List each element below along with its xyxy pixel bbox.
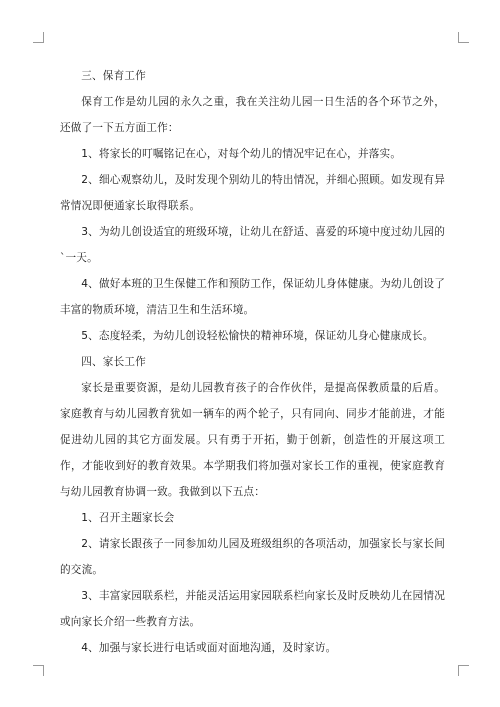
paragraph-childcare-intro: 保育工作是幼儿园的永久之重，我在关注幼儿园一日生活的各个环节之外，还做了一下五方面工作： [60, 96, 445, 134]
section-heading-parents: 四、家长工作 [81, 356, 146, 368]
list-item-parents-4: 4、加强与家长进行电话或面对面地沟通，及时家访。 [81, 642, 337, 654]
crop-mark-top-left [33, 32, 44, 43]
list-item-parents-2: 2、请家长跟孩子一同参加幼儿园及班级组织的各项活动，加强家长与家长间的交流。 [60, 538, 445, 576]
list-item-childcare-5: 5、态度轻柔，为幼儿创设轻松愉快的精神环境，保证幼儿身心健康成长。 [81, 330, 434, 342]
list-item-parents-1: 1、召开主题家长会 [81, 512, 175, 524]
list-item-childcare-2: 2、细心观察幼儿，及时发现个别幼儿的特出情况，并细心照顾。如发现有异常情况即便通家长取得联系。 [60, 174, 445, 212]
crop-mark-top-right [458, 32, 469, 43]
paragraph-parents-intro: 家长是重要资源，是幼儿园教育孩子的合作伙伴，是提高保教质量的后盾。家庭教育与幼儿园教育犹如一辆车的两个轮子，只有同向、同步才能前进，才能促进幼儿园的其它方面发展。只有勇于开拓，勤于创新，创造性的开展这项工作，才能收到好的教育效果。本学期我们将加强对家长工作的重视，使家庭教育与幼儿园教育协调一致。我做到以下五点： [60, 382, 445, 498]
list-item-childcare-1: 1、将家长的叮嘱铭记在心，对每个幼儿的情况牢记在心，并落实。 [81, 148, 402, 160]
section-heading-childcare: 三、保育工作 [81, 70, 146, 82]
crop-mark-bottom-right [458, 665, 469, 676]
list-item-childcare-4: 4、做好本班的卫生保健工作和预防工作，保证幼儿身体健康。为幼儿创设了丰富的物质环境，清洁卫生和生活环境。 [60, 278, 445, 316]
document-body [60, 63, 445, 661]
crop-mark-bottom-left [33, 665, 44, 676]
list-item-childcare-3: 3、为幼儿创设适宜的班级环境，让幼儿在舒适、喜爱的环境中度过幼儿园的`一天。 [60, 226, 445, 264]
list-item-parents-3: 3、丰富家园联系栏，并能灵活运用家园联系栏向家长及时反映幼儿在园情况或向家长介绍一些教育方法。 [60, 590, 445, 628]
